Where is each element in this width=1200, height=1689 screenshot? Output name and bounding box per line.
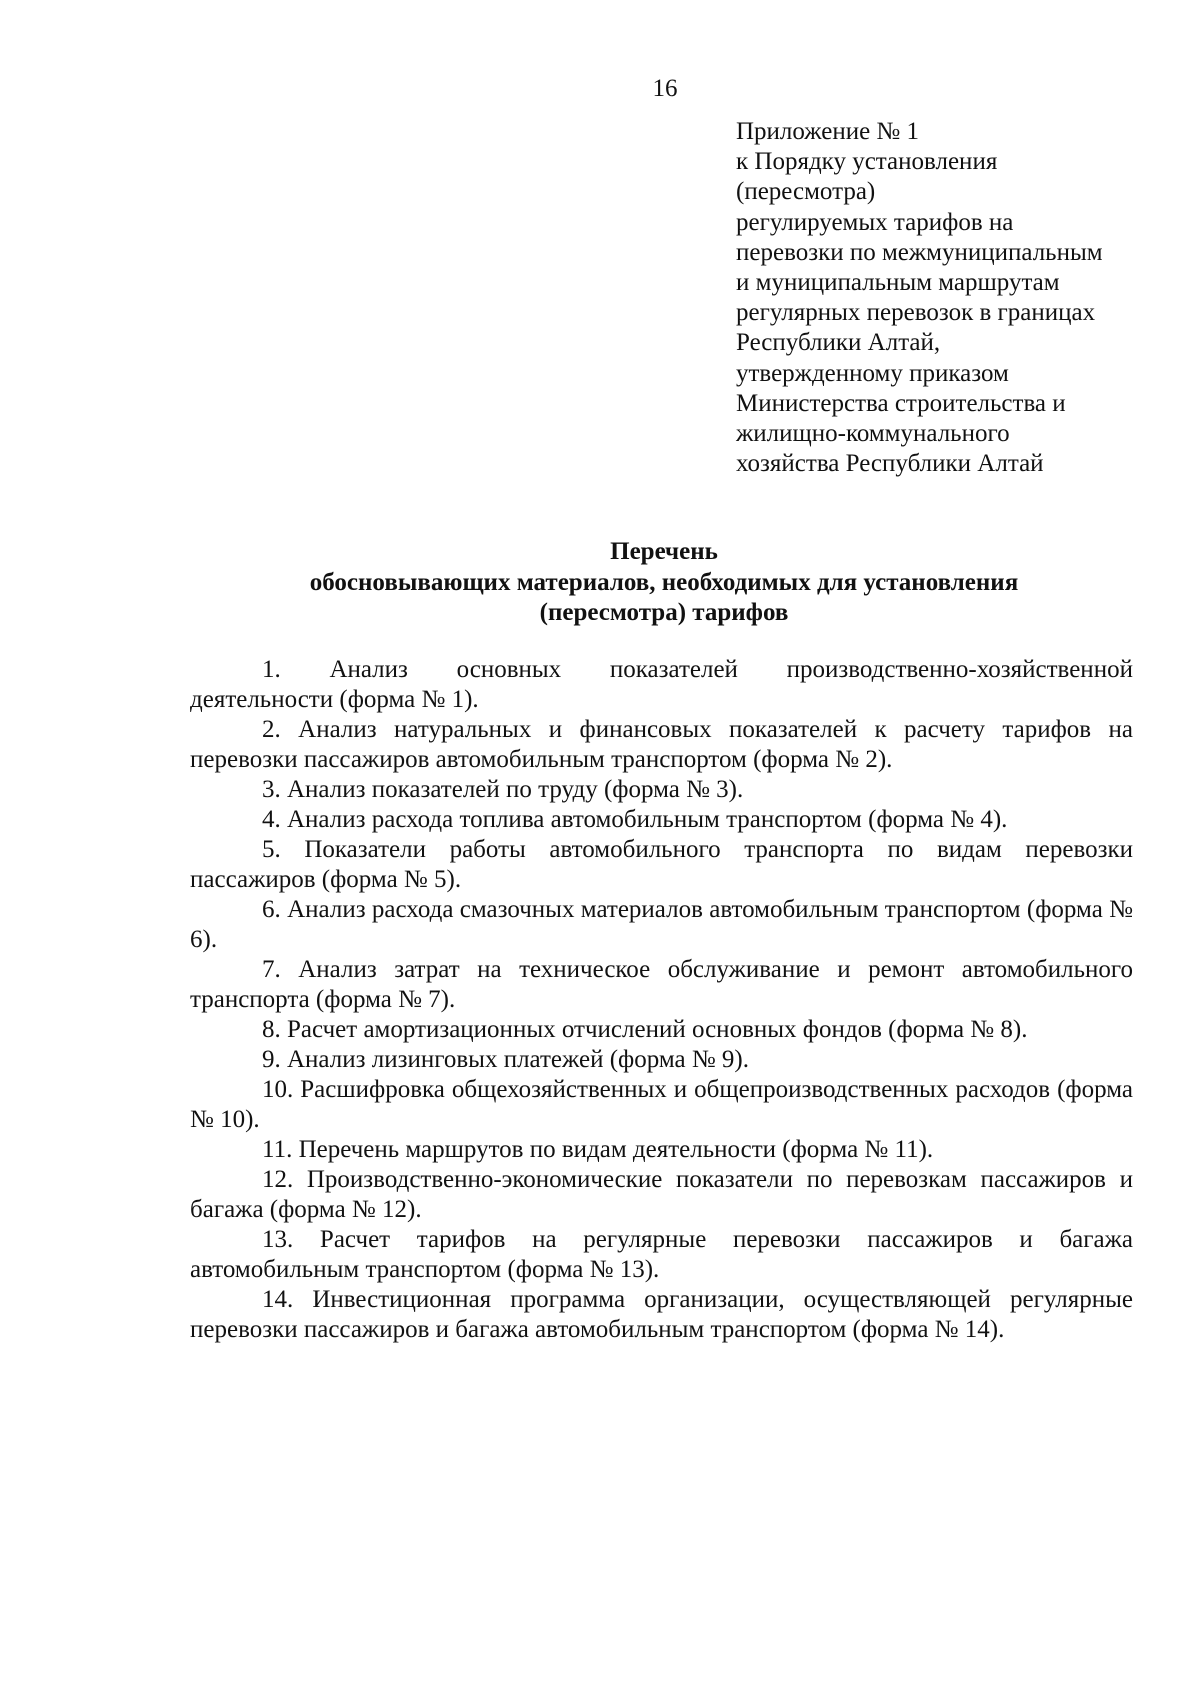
- list-item: 7. Анализ затрат на техническое обслуживание и ремонт автомобильного транспорта (форма № 7).: [190, 956, 1133, 1013]
- page-number: 16: [652, 75, 678, 102]
- list-item-word: Анализ: [329, 656, 408, 683]
- list-item: 13. Расчет тарифов на регулярные перевозки пассажиров и багажа автомобильным транспортом (форма № 13).: [190, 1226, 1133, 1283]
- appendix-line: Приложение № 1: [736, 118, 920, 145]
- appendix-line: хозяйства Республики Алтай: [736, 450, 1044, 478]
- list-item: 5. Показатели работы автомобильного транспорта по видам перевозки пассажиров (форма № 5).: [190, 836, 1133, 893]
- appendix-line: к Порядку установления: [736, 148, 998, 176]
- appendix-line: утвержденному приказом: [736, 359, 1009, 387]
- list-item-continuation: деятельности (форма № 1).: [190, 686, 479, 713]
- heading-title: Перечень: [610, 538, 718, 565]
- heading-subtitle-line: обосновывающих материалов, необходимых для установления: [309, 568, 1019, 596]
- appendix-line: перевозки по межмуниципальным: [736, 238, 1103, 266]
- appendix-line: регулярных перевозок в границах: [736, 299, 1096, 327]
- appendix-line: регулируемых тарифов на: [736, 208, 1014, 236]
- list-item: 11. Перечень маршрутов по видам деятельности (форма № 11).: [262, 1136, 934, 1163]
- list-item: 10. Расшифровка общехозяйственных и общепроизводственных расходов (форма № 10).: [190, 1076, 1133, 1133]
- list-item: 12. Производственно-экономические показатели по перевозкам пассажиров и багажа (форма № 12).: [190, 1166, 1133, 1223]
- list-item: [190, 655, 1133, 715]
- list-item-word: основных: [456, 656, 562, 683]
- list-item-word: 1.: [262, 656, 281, 683]
- list-item: 9. Анализ лизинговых платежей (форма № 9).: [262, 1046, 750, 1073]
- list-item: 2. Анализ натуральных и финансовых показателей к расчету тарифов на перевозки пассажиров автомобильным транспортом (форма № 2).: [190, 716, 1133, 773]
- appendix-reference: [736, 117, 1176, 479]
- list-item-word: показателей: [609, 656, 738, 683]
- list-item: 8. Расчет амортизационных отчислений основных фондов (форма № 8).: [262, 1016, 1028, 1043]
- heading-subtitle-line: (пересмотра) тарифов: [539, 599, 789, 626]
- appendix-line: Республики Алтай,: [736, 329, 941, 357]
- list-item-word: производственно-хозяйственной: [786, 656, 1133, 683]
- list-item: 3. Анализ показателей по труду (форма № 3).: [262, 776, 744, 803]
- list-item: 14. Инвестиционная программа организации, осуществляющей регулярные перевозки пассажиров и багажа автомобильным транспортом (форма № 14).: [190, 1286, 1133, 1343]
- appendix-line: Министерства строительства и: [736, 389, 1066, 417]
- materials-list: [190, 655, 1133, 1345]
- appendix-line: и муниципальным маршрутам: [736, 269, 1060, 297]
- list-item: 4. Анализ расхода топлива автомобильным транспортом (форма № 4).: [262, 806, 1008, 833]
- list-item-first-line: [190, 655, 1133, 685]
- list-item: 6. Анализ расхода смазочных материалов автомобильным транспортом (форма № 6).: [190, 896, 1133, 953]
- appendix-line: (пересмотра): [736, 178, 876, 206]
- document-heading: [190, 537, 1138, 629]
- appendix-line: жилищно-коммунального: [736, 420, 1010, 448]
